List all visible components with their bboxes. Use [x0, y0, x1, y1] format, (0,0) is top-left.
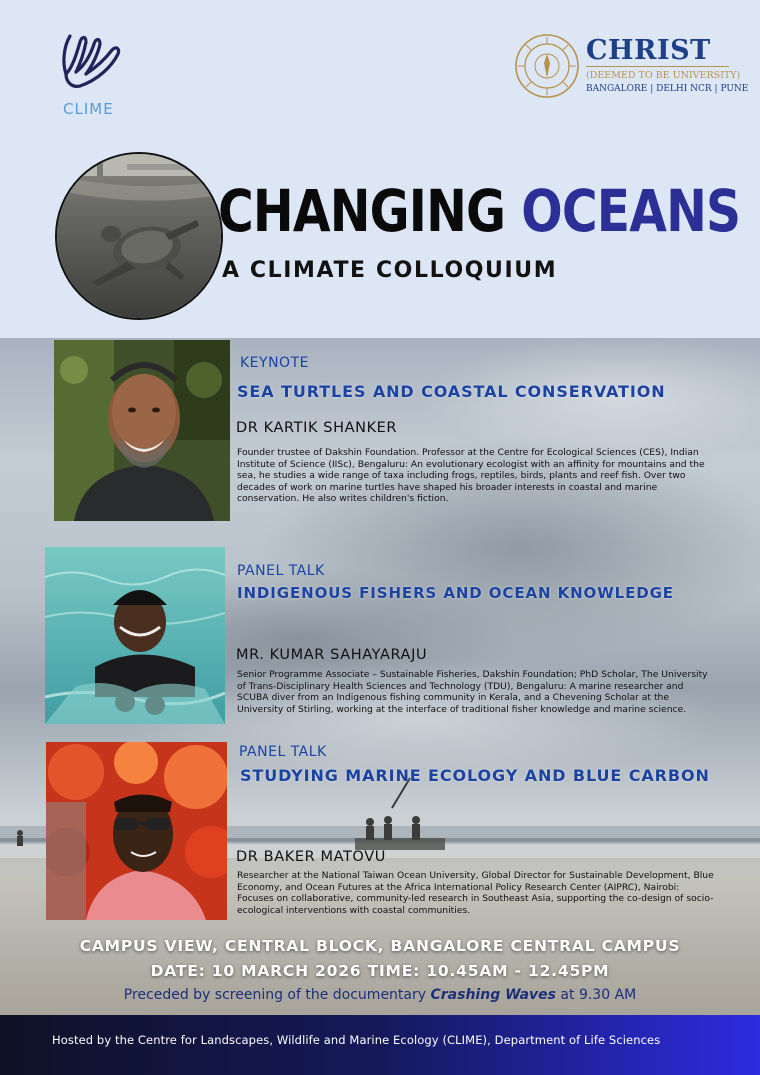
speakers-section: [0, 338, 760, 1015]
speaker-bio: Researcher at the National Taiwan Ocean University, Global Director for Sustainable Development, Blue Economy, and Ocean Futures at the Africa International Policy Research Center (AIPRC), Nairobi: Focuses on collaborative, community-led research in Southeast Asia, supporting the co-design of socio-ecological interventions with coastal communities.: [237, 870, 714, 916]
clime-wordmark: CLIME: [63, 100, 114, 118]
screening-prefix: Preceded by screening of the documentary: [123, 987, 431, 1003]
christ-wordmark: CHRIST: [586, 35, 711, 66]
speaker-photo-kumar-sahayaraju: [45, 547, 225, 724]
event-subtitle: A CLIMATE COLLOQUIUM: [222, 258, 558, 283]
clime-logo: [52, 32, 132, 94]
turtle-hatchling-photo: [55, 152, 223, 320]
session-label-panel-talk: PANEL TALK: [237, 563, 325, 579]
wave-hand-icon: [58, 32, 128, 94]
session-heading: STUDYING MARINE ECOLOGY AND BLUE CARBON: [240, 766, 710, 785]
christ-university-logo: [514, 33, 749, 101]
speaker-photo-kartik-shanker: [54, 340, 230, 521]
speaker-name: DR BAKER MATOVU: [236, 849, 386, 865]
christ-campuses-text: BANGALORE | DELHI NCR | PUNE: [586, 84, 749, 94]
session-heading: INDIGENOUS FISHERS AND OCEAN KNOWLEDGE: [237, 584, 674, 602]
event-title: [218, 176, 740, 246]
speaker-bio: Senior Programme Associate – Sustainable Fisheries, Dakshin Foundation; PhD Scholar, The University of Trans-Disciplinary Health Sciences and Technology (TDU), Bengaluru: A marine researcher and SCUBA diver from an Indigenous fishing community in Kerala, and a Chevening Scholar at the University of Stirling, working at the interface of traditional fisher knowledge and marine science.: [237, 669, 708, 715]
speaker-name: MR. KUMAR SAHAYARAJU: [236, 647, 428, 663]
event-title-part1: CHANGING: [218, 177, 522, 245]
session-label-panel-talk: PANEL TALK: [239, 744, 327, 760]
university-seal-icon: [514, 33, 580, 99]
session-heading: SEA TURTLES AND COASTAL CONSERVATION: [237, 382, 666, 401]
speaker-bio: Founder trustee of Dakshin Foundation. Professor at the Centre for Ecological Sciences (CES), Indian Institute of Science (IISc), Bengaluru: An evolutionary ecologist with an affinity for mountains and the sea, he studies a wide range of taxa including frogs, reptiles, birds, plants and reef fish. Over two decades of work on marine turtles have shaped his broader interests in coastal and marine conservation. He also writes children's fiction.: [237, 447, 705, 505]
footer: [0, 1015, 760, 1075]
screening-time: at 9.30 AM: [555, 987, 637, 1003]
event-venue: CAMPUS VIEW, CENTRAL BLOCK, BANGALORE CENTRAL CAMPUS: [79, 937, 681, 955]
event-title-part2: OCEANS: [521, 177, 741, 245]
event-date-time: DATE: 10 MARCH 2026 TIME: 10.45AM - 12.45PM: [150, 962, 610, 980]
session-label-keynote: KEYNOTE: [240, 355, 309, 371]
speaker-photo-baker-matovu: [46, 742, 227, 920]
hosted-by-text: Hosted by the Centre for Landscapes, Wildlife and Marine Ecology (CLIME), Department of Life Sciences: [52, 1033, 661, 1047]
christ-deemed-text: (DEEMED TO BE UNIVERSITY): [586, 70, 741, 81]
screening-note: [0, 987, 760, 1003]
speaker-name: DR KARTIK SHANKER: [236, 420, 398, 436]
logo-divider: [586, 66, 729, 67]
header-band: [0, 0, 760, 338]
documentary-title: Crashing Waves: [430, 987, 556, 1003]
